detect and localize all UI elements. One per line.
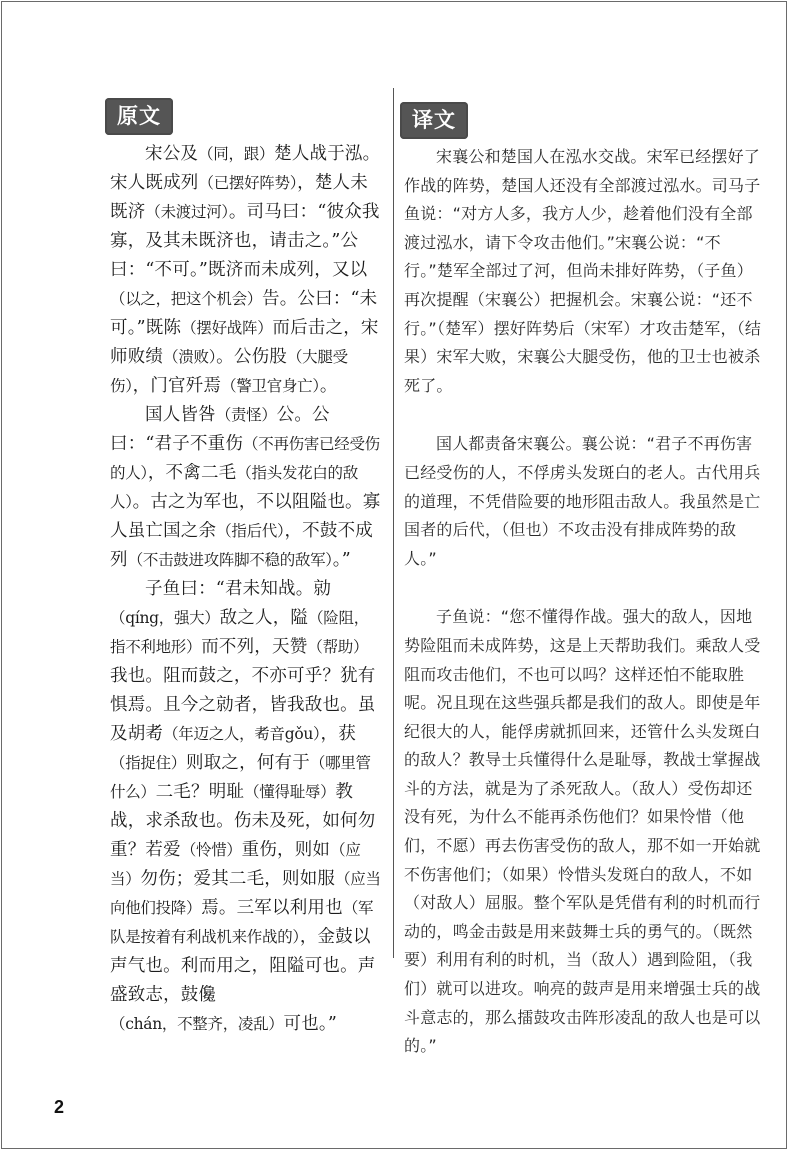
translation-paragraph-1: 宋襄公和楚国人在泓水交战。宋军已经摆好了作战的阵势，楚国人还没有全部渡过泓水。司马子鱼说：“对方人多，我方人少，趁着他们没有全部渡过泓水，请下令攻击他们。”宋襄公说：“不行。”楚军全部过了河，但尚未排好阵势，（子鱼）再次提醒（宋襄公）把握机会。宋襄公说：“还不行。”（楚军）摆好阵势后（宋军）才攻击楚军，（结果）宋军大败，宋襄公大腿受伤，他的卫士也被杀死了。 [404,147,762,395]
annotation: （未渡过河） [145,203,229,221]
annotation: （溃败） [163,348,217,366]
original-text: 。公伤股 [216,347,287,367]
annotation: （qíng，强大） [110,609,220,627]
original-text-heading: 原文 [105,98,173,135]
original-text: 子鱼曰：“君未知战。勍 [145,579,332,599]
translation-paragraph-2: 国人都责备宋襄公。襄公说：“君子不再伤害已经受伤的人，不俘虏头发斑白的老人。古代用兵的道理，不凭借险要的地形阻击敌人。我虽然是亡国者的后代，（但也）不攻击没有排成阵势的敌人。” [404,434,761,568]
original-text: 我也。阻而鼓之，不亦可乎？犹有惧焉。且今之勍者，皆我敌也。虽及胡耇 [110,666,376,744]
translation-paragraph-3: 子鱼说：“您不懂得作战。强大的敌人，因地势险阻而未成阵势，这是上天帮助我们。乘敌人受阻而攻击他们，不也可以吗？这样还怕不能取胜呢。况且现在这些强兵都是我们的敌人。即使是年纪很大的人，能俘虏就抓回来，还管什么头发斑白的敌人？教导士兵懂得什么是耻辱，教战士掌握战斗的方法，就是为了杀死敌人。（敌人）受伤却还没有死，为什么不能再杀伤他们？如果怜惜（他们，不愿）再去伤害受伤的敌人，那不如一开始就不伤害他们；（如果）怜惜头发斑白的敌人，不如（对敌人）屈服。整个军队是凭借有利的时机而行动的，鸣金击鼓是用来鼓舞士兵的勇气的。（既然要）利用有利的时机，当（敌人）遇到险阻，（我们）就可以进攻。响亮的鼓声是用来增强士兵的战斗意志的，那么擂鼓攻击阵形凌乱的敌人也是可以的。” [404,607,761,1056]
annotation: （指头发花白的敌人） [110,464,358,511]
annotation: （不再伤害已经受伤的人） [110,435,380,482]
original-text: 国人皆咎 [145,405,216,425]
original-text: 告。公曰：“未可。”既陈 [110,289,378,338]
original-text: ，获 [320,724,356,744]
annotation: （怜惜） [180,841,242,859]
original-text: ，不禽二毛 [147,463,237,483]
annotation: （同，跟） [198,145,275,163]
annotation: （大腿受伤） [110,348,348,395]
original-text: ，楚人未既济 [110,173,368,222]
original-text-column [110,140,382,1039]
annotation: （帮助） [307,638,369,656]
original-text: 可也。” [283,1014,337,1034]
annotation: （懂得耻辱） [244,783,336,801]
original-text: 。古之为军也，不以阻隘也。寡人虽亡国之余 [110,492,381,541]
original-text: 则取之，何有于 [186,753,310,773]
page-number: 2 [54,1097,65,1117]
annotation: （年迈之人，耇音gǒu） [163,725,321,743]
original-paragraph-1 [110,140,382,401]
original-text: 而不列，天赞 [201,637,308,657]
annotation: （以之，把这个机会） [110,290,263,308]
column-divider [393,88,394,958]
annotation: （指捉住） [110,754,187,772]
original-text: 而后击之，宋师败绩 [110,318,379,367]
original-text: 重伤，则如 [241,840,331,860]
original-text: 焉。三军以利用也 [201,898,343,918]
annotation: （指后代） [216,522,285,540]
original-paragraph-3 [110,575,382,1039]
annotation: （不击鼓进攻阵脚不稳的敌军） [127,551,333,569]
annotation: （警卫官身亡） [221,377,320,395]
original-text: 。” [332,550,351,570]
annotation: （责怪） [215,406,277,424]
original-text: ，金鼓以声气也。利而用之，阻隘可也。声盛致志，鼓儳 [110,927,376,1005]
original-paragraph-2 [110,401,382,575]
original-text: 。 [319,376,338,396]
translation-heading: 译文 [400,102,468,139]
original-text: ，门官歼焉 [132,376,222,396]
original-text: ，不鼓不成列 [110,521,373,570]
original-text: 宋公及 [145,144,199,164]
original-text: 二毛？明耻 [155,782,245,802]
original-text: 教战，求杀敌也。伤未及死，如何勿重？若爱 [110,782,376,860]
original-text: 敌之人，隘 [219,608,309,628]
annotation: （应当） [110,841,361,888]
original-text: 楚人战于泓。宋人既成列 [110,144,381,193]
annotation: （摆好战阵） [181,319,273,337]
annotation: （哪里管什么） [110,754,371,801]
annotation: （应当向他们投降） [110,870,381,917]
annotation: （险阻，指不利地形） [110,609,369,656]
annotation: （chán，不整齐，凌乱） [110,1015,284,1033]
annotation: （军队是按着有利战机来作战的） [110,899,374,946]
translation-column [404,143,768,1061]
annotation: （已摆好阵势） [198,174,298,192]
original-text: 公。公曰：“君子不重伤 [110,405,330,454]
original-text: 。司马曰：“彼众我寡，及其未既济也，请击之。”公曰：“不可。”既济而未成列，又以 [110,202,380,280]
original-text: 勿伤；爱其二毛，则如服 [140,869,336,889]
